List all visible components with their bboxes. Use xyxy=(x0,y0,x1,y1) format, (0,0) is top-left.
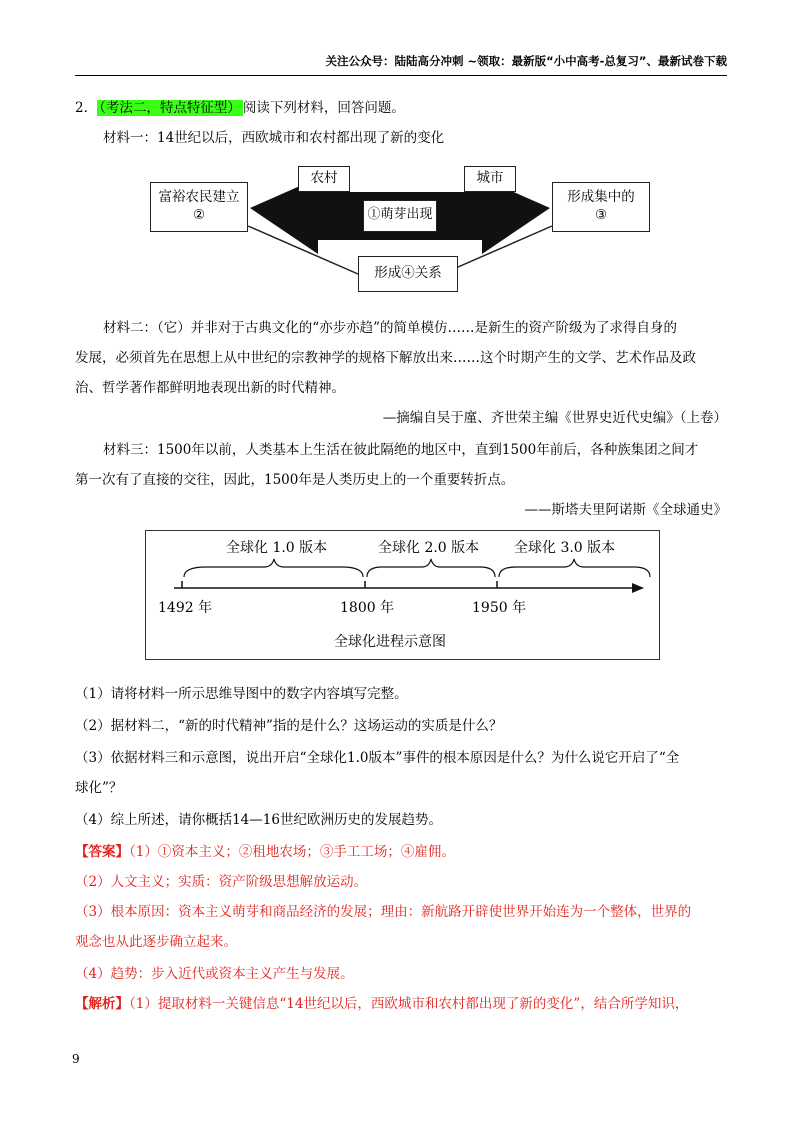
timeline-caption: 全球化进程示意图 xyxy=(334,634,446,650)
urban-box: 城市 xyxy=(464,166,516,192)
version-2-label: 全球化 2.0 版本 xyxy=(378,540,480,556)
question-1: （1）请将材料一所示思维导图中的数字内容填写完整。 xyxy=(75,686,408,702)
material2-source: —摘编自吴于廑、齐世荣主编《世界史近代史编》（上卷） xyxy=(382,410,727,426)
analysis-line xyxy=(75,994,727,1014)
question-intro-text: 阅读下列材料，回答问题。 xyxy=(242,100,405,116)
header-text: 关注公众号：陆陆高分冲刺 ~领取：最新版“小中高考-总复习”、最新试卷下载 xyxy=(325,54,727,68)
left-box xyxy=(150,182,248,232)
page-header xyxy=(75,53,727,76)
question-tag: （考法二，特点特征型） xyxy=(99,100,241,116)
answer-1-text: （1）①资本主义；②租地农场；③手工工场；④雇佣。 xyxy=(129,844,455,860)
analysis-label: 【解析】 xyxy=(75,996,129,1012)
material2-line3: 治、哲学著作都鲜明地表现出新的时代精神。 xyxy=(75,380,345,396)
question-4: （4）综上所述，请你概括14—16世纪欧洲历史的发展趋势。 xyxy=(75,812,442,828)
question-number: 2． xyxy=(75,100,98,116)
analysis-text: （1）提取材料一关键信息“14世纪以后，西欧城市和农村都出现了新的变化”，结合所学知识， xyxy=(129,996,689,1012)
center-box: ①萌芽出现 xyxy=(363,200,437,232)
material1-text: 材料一：14世纪以后，西欧城市和农村都出现了新的变化 xyxy=(103,130,445,146)
material3-line1: 材料三：1500年以前，人类基本上生活在彼此隔绝的地区中，直到1500年前后，各种族集团之间才 xyxy=(103,442,699,458)
question-3-line1: （3）依据材料三和示意图，说出开启“全球化1.0版本”事件的根本原因是什么？为什么说它开启了“全 xyxy=(75,750,680,766)
answer-3-line1: （3）根本原因：资本主义萌芽和商品经济的发展；理由：新航路开辟使世界开始连为一个整体，世界的 xyxy=(75,904,692,920)
mind-map-diagram xyxy=(150,160,650,300)
answer-3-line2: 观念也从此逐步确立起来。 xyxy=(75,934,237,950)
material2-line1: 材料二：（它）并非对于古典文化的“亦步亦趋”的简单模仿……是新生的资产阶级为了求得自身的 xyxy=(103,320,678,336)
brace-2 xyxy=(367,559,495,577)
question-2: （2）据材料二，“新的时代精神”指的是什么？这场运动的实质是什么？ xyxy=(75,718,503,734)
left-box-line2: ② xyxy=(192,207,206,223)
page-number: 9 xyxy=(72,1052,80,1066)
brace-1 xyxy=(184,559,363,577)
version-1-label: 全球化 1.0 版本 xyxy=(226,540,328,556)
bottom-box: 形成④关系 xyxy=(358,256,458,292)
material3-source: ——斯塔夫里阿诺斯《全球通史》 xyxy=(524,502,727,518)
globalization-timeline xyxy=(145,530,660,660)
brace-3 xyxy=(499,559,650,577)
rural-box: 农村 xyxy=(298,166,350,192)
question-3-line2: 球化”？ xyxy=(75,780,123,796)
year-1800-label: 1800 年 xyxy=(340,600,395,616)
answer-4: （4）趋势：步入近代或资本主义产生与发展。 xyxy=(75,966,354,982)
question-intro xyxy=(75,98,727,118)
year-1492-label: 1492 年 xyxy=(158,600,213,616)
answer-1 xyxy=(75,842,727,862)
material3-line2: 第一次有了直接的交往，因此，1500年是人类历史上的一个重要转折点。 xyxy=(75,472,515,488)
version-3-label: 全球化 3.0 版本 xyxy=(514,540,616,556)
right-box xyxy=(552,182,650,232)
answer-2: （2）人文主义；实质：资产阶级思想解放运动。 xyxy=(75,874,368,890)
timeline-arrowhead xyxy=(632,583,644,593)
year-1950-label: 1950 年 xyxy=(472,600,527,616)
right-box-line2: ③ xyxy=(594,207,608,223)
answer-label: 【答案】 xyxy=(75,844,129,860)
right-box-line1: 形成集中的 xyxy=(567,189,635,205)
material2-line2: 发展，必须首先在思想上从中世纪的宗教神学的规格下解放出来……这个时期产生的文学、艺术作品及政 xyxy=(75,350,696,366)
left-box-line1: 富裕农民建立 xyxy=(158,189,240,205)
